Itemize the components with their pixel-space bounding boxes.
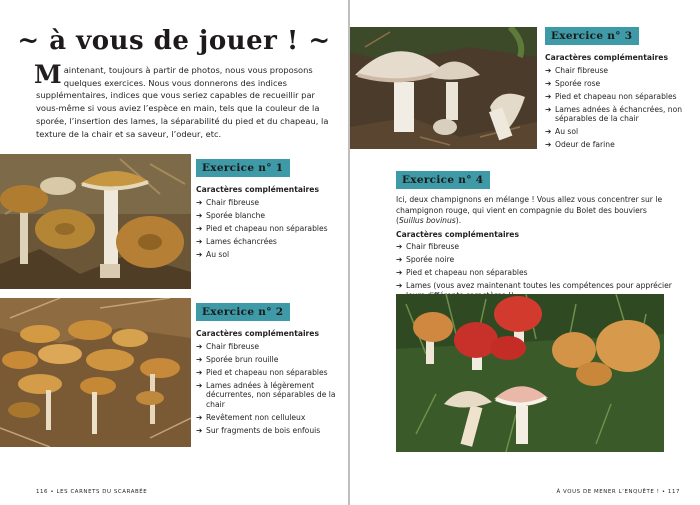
arrow-right-icon: ➔ [196, 236, 203, 246]
intro-text: aintenant, toujours à partir de photos, nous vous proposons quelques exercices. Nous vous donnerons des indices supplémentaires, indices que vous seriez capables de recueillir par vous-même si vous aviez l’espèce en main, tels que la couleur de la sporée, l’insertion des lames, la séparabilité du pied et du chapeau, la texture de la chair et sa saveur, l’odeur, etc. [36, 65, 329, 139]
drop-cap: M [34, 60, 62, 89]
list-item: ➔ Sporée brun rouille [196, 354, 279, 364]
arrow-right-icon: ➔ [196, 197, 203, 207]
left-folio: 116 • LES CARNETS DU SCARABÉE [36, 489, 148, 495]
arrow-right-icon: ➔ [545, 65, 552, 75]
exercise-2 [196, 300, 346, 435]
page-title: ~ à vous de jouer ! ~ [17, 26, 331, 56]
list-item: ➔ Chair fibreuse [545, 65, 609, 75]
arrow-right-icon: ➔ [196, 249, 203, 259]
exercise-1-heading: Exercice n° 1 [196, 159, 290, 177]
list-item: ➔ Lames adnées à légèrement décurrentes, non séparables de la chair [196, 380, 336, 409]
exercise-2-list [196, 342, 346, 436]
list-item: ➔ Chair fibreuse [196, 341, 260, 351]
intro-paragraph [34, 60, 332, 140]
right-page [350, 0, 700, 505]
exercise-2-heading: Exercice n° 2 [196, 303, 290, 321]
right-folio: À VOUS DE MENER L’ENQUÊTE ! • 117 [556, 489, 680, 495]
list-item: ➔ Lames adnées à échancrées, non séparables de la chair [545, 104, 683, 123]
list-item: ➔ Odeur de farine [545, 140, 615, 149]
arrow-right-icon: ➔ [396, 255, 403, 264]
photo-exercise-3 [350, 27, 537, 149]
list-item: ➔ Pied et chapeau non séparables [196, 367, 328, 377]
exercise-1-subheading: Caractères complémentaires [196, 185, 319, 194]
photo-exercise-1 [0, 154, 191, 289]
exercise-4-subheading: Caractères complémentaires [396, 229, 519, 239]
arrow-right-icon: ➔ [196, 341, 203, 351]
exercise-4-list [396, 242, 676, 300]
exercise-4-text: Ici, deux champignons en mélange ! Vous allez vous concentrer sur le champignon rouge, qui vient en compagnie du Bolet des bouviers (Suillus bovinus). [396, 195, 663, 225]
species-name: Suillus bovinus [398, 216, 456, 225]
photo-exercise-4 [396, 294, 664, 452]
list-item: ➔ Au sol [196, 249, 230, 259]
arrow-right-icon: ➔ [196, 425, 203, 435]
list-item: ➔ Chair fibreuse [396, 242, 460, 251]
arrow-right-icon: ➔ [196, 223, 203, 233]
arrow-right-icon: ➔ [196, 380, 203, 390]
arrow-right-icon: ➔ [196, 210, 203, 220]
list-item: ➔ Sporée blanche [196, 210, 266, 220]
arrow-right-icon: ➔ [545, 78, 552, 88]
exercise-2-subheading: Caractères complémentaires [196, 329, 319, 338]
exercise-3 [545, 24, 697, 150]
arrow-right-icon: ➔ [545, 140, 552, 149]
arrow-right-icon: ➔ [196, 412, 203, 422]
arrow-right-icon: ➔ [396, 268, 403, 277]
list-item: ➔ Pied et chapeau non séparables [545, 91, 677, 101]
arrow-right-icon: ➔ [545, 127, 552, 136]
list-item: ➔ Lames échancrées [196, 236, 277, 246]
list-item: ➔ Lames (vous avez maintenant toutes les compétences pour apprécier [396, 281, 672, 290]
list-item: ➔ Sporée rose [545, 78, 601, 88]
exercise-4-heading: Exercice n° 4 [396, 171, 490, 189]
exercise-3-heading: Exercice n° 3 [545, 27, 639, 45]
arrow-right-icon: ➔ [196, 354, 203, 364]
exercise-3-list [545, 66, 697, 150]
arrow-right-icon: ➔ [396, 281, 403, 290]
arrow-right-icon: ➔ [196, 367, 203, 377]
exercise-1-list [196, 198, 346, 260]
list-item: ➔ Sur fragments de bois enfouis [196, 425, 321, 435]
list-item: ➔ Chair fibreuse [196, 197, 260, 207]
exercise-4 [396, 168, 676, 300]
list-item: ➔ Au sol [545, 127, 579, 136]
list-item: ➔ Pied et chapeau non séparables [196, 223, 328, 233]
list-item: ➔ Revêtement non celluleux [196, 412, 306, 422]
list-item: ➔ Sporée noire [396, 255, 455, 264]
photo-exercise-2 [0, 298, 191, 447]
list-item: ➔ Pied et chapeau non séparables [396, 268, 528, 277]
arrow-right-icon: ➔ [545, 104, 552, 114]
left-page [0, 0, 348, 505]
exercise-1 [196, 156, 346, 259]
exercise-3-subheading: Caractères complémentaires [545, 53, 668, 62]
arrow-right-icon: ➔ [396, 242, 403, 251]
arrow-right-icon: ➔ [545, 91, 552, 101]
